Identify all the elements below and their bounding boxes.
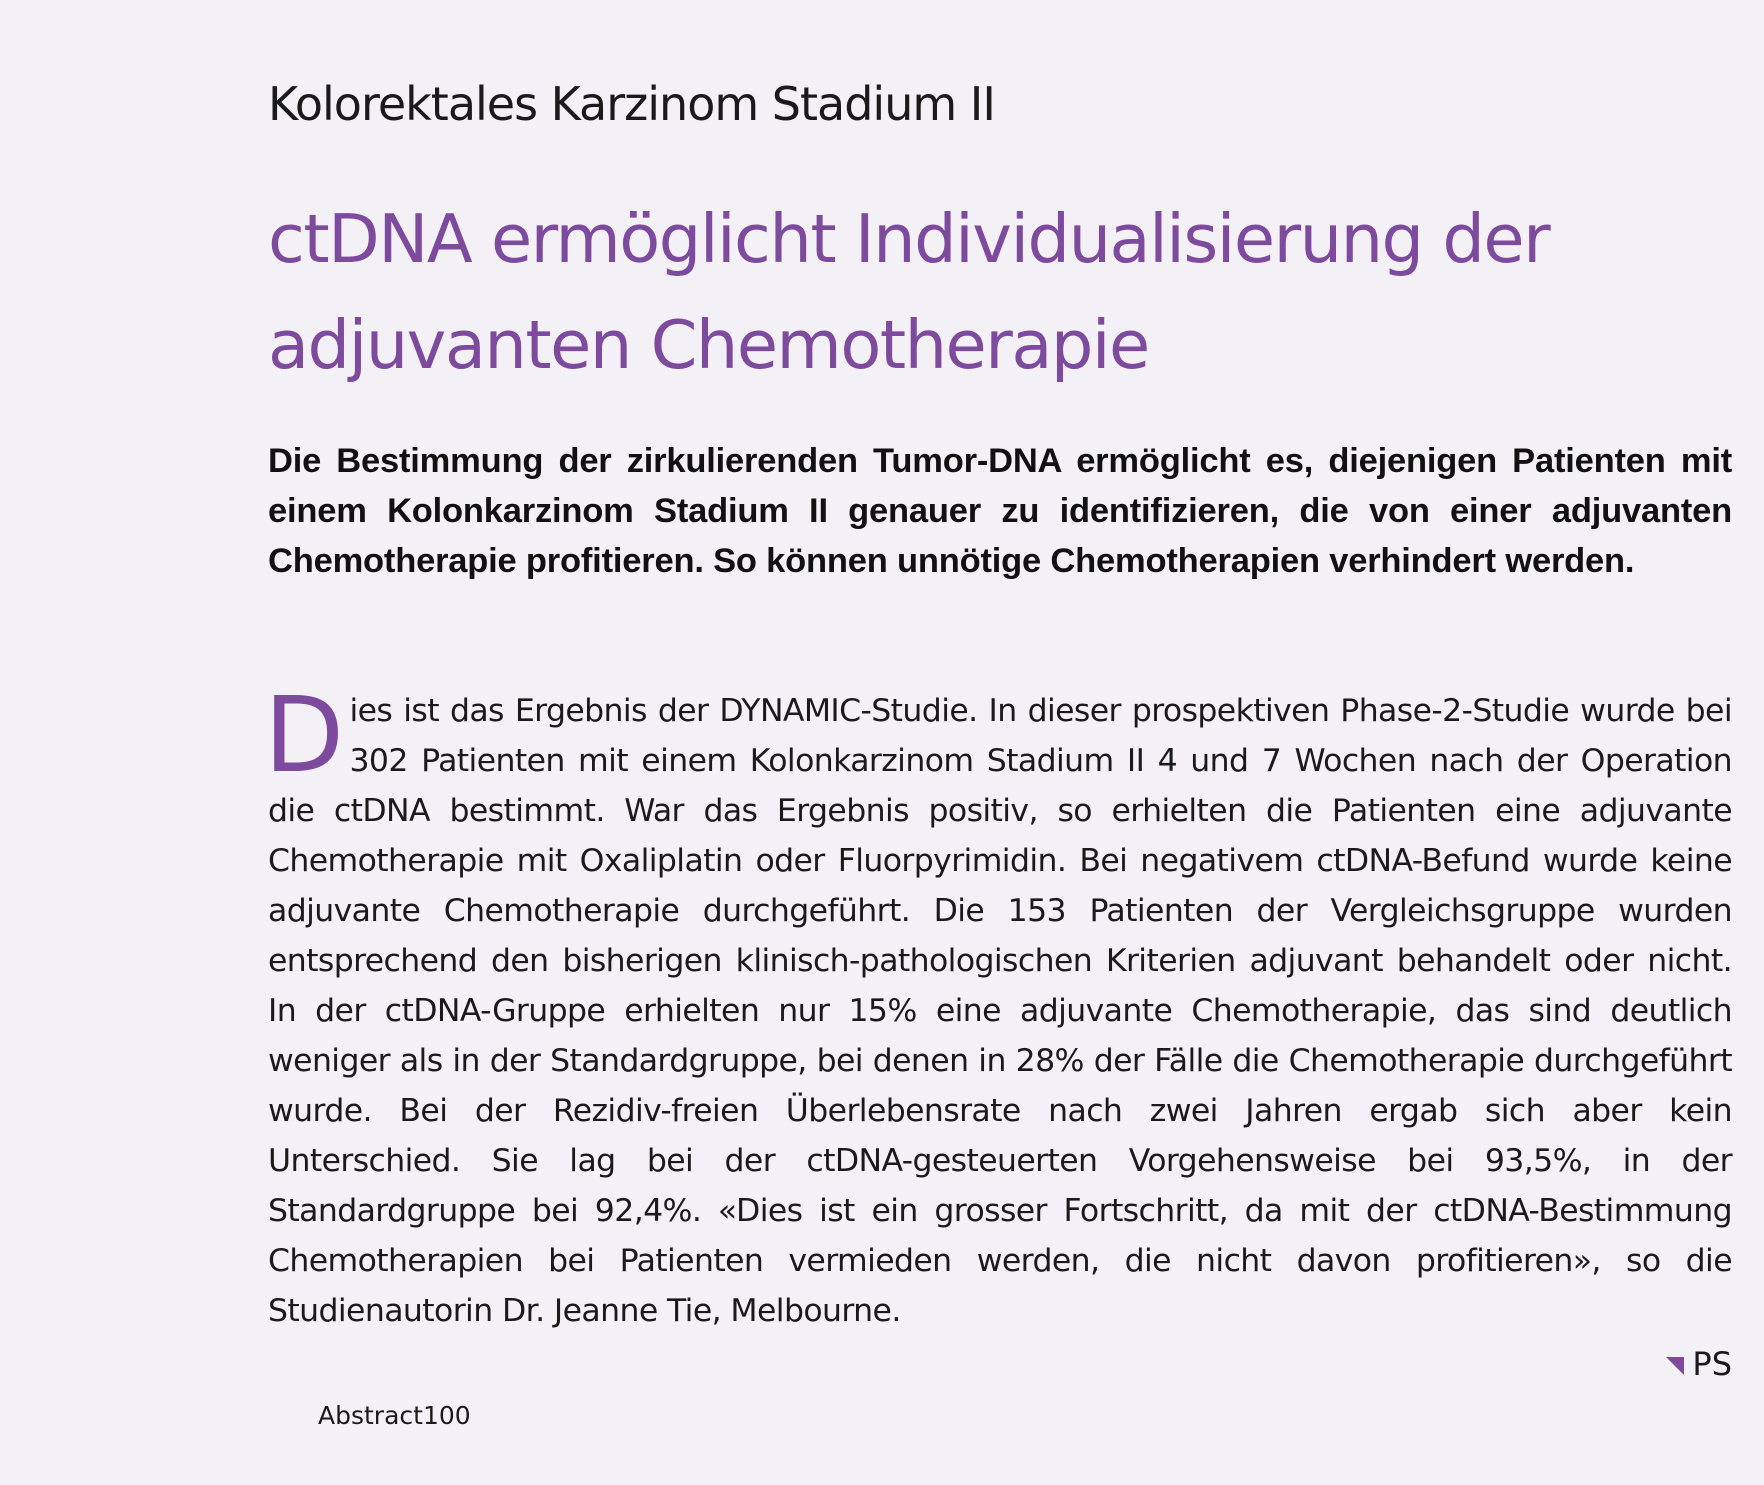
author-initials: PS [1692, 1345, 1732, 1383]
article-kicker: Kolorektales Karzinom Stadium II [268, 77, 995, 131]
page-footer: Abstract100 [318, 1401, 471, 1430]
article-lead: Die Bestimmung der zirkulierenden Tumor-DNA ermöglicht es, diejenigen Patienten mit einem Kolonkarzinom Stadium II genauer zu identifizieren, die von einer adjuvanten Chemotherapie profitieren. So können unnötige Chemotherapien verhindert werden. [268, 442, 1732, 580]
article-headline: ctDNA ermöglicht Individualisierung der adjuvanten Chemotherapie [268, 200, 1550, 384]
article-body-text: ies ist das Ergebnis der DYNAMIC-Studie. In dieser prospektiven Phase-2-Studie wurde bei 302 Patienten mit einem Kolonkarzinom Stadium II 4 und 7 Wochen nach der Operation die ctDNA bestimmt. War das Ergebnis positiv, so erhielten die Patienten eine adjuvante Chemotherapie mit Oxaliplatin oder Fluorpyrimidin. Bei negativem ctDNA-Befund wurde keine adjuvante Chemotherapie durchgeführt. Die 153 Patienten der Vergleichsgruppe wurden entsprechend den bisherigen klinisch-pathologischen Kriterien adjuvant behandelt oder nicht. In der ctDNA-Gruppe erhielten nur 15% eine adjuvante Chemotherapie, das sind deutlich weniger als in der Standardgruppe, bei denen in 28% der Fälle die Chemotherapie durchgeführt wurde. Bei der Rezidiv-freien Überlebensrate nach zwei Jahren ergab sich aber kein Unterschied. Sie lag bei der ctDNA-gesteuerten Vorgehensweise bei 93,5%, in der Standardgruppe bei 92,4%. «Dies ist ein grosser Fortschritt, da mit der ctDNA-Bestimmung Chemotherapien bei Patienten vermieden werden, die nicht davon profitieren», so die Studienautorin Dr. Jeanne Tie, Melbourne. [268, 693, 1732, 1329]
triangle-marker-icon [1666, 1357, 1684, 1375]
drop-cap: D [264, 674, 344, 796]
author-signature [1666, 1344, 1732, 1384]
article-body [264, 674, 1732, 1336]
